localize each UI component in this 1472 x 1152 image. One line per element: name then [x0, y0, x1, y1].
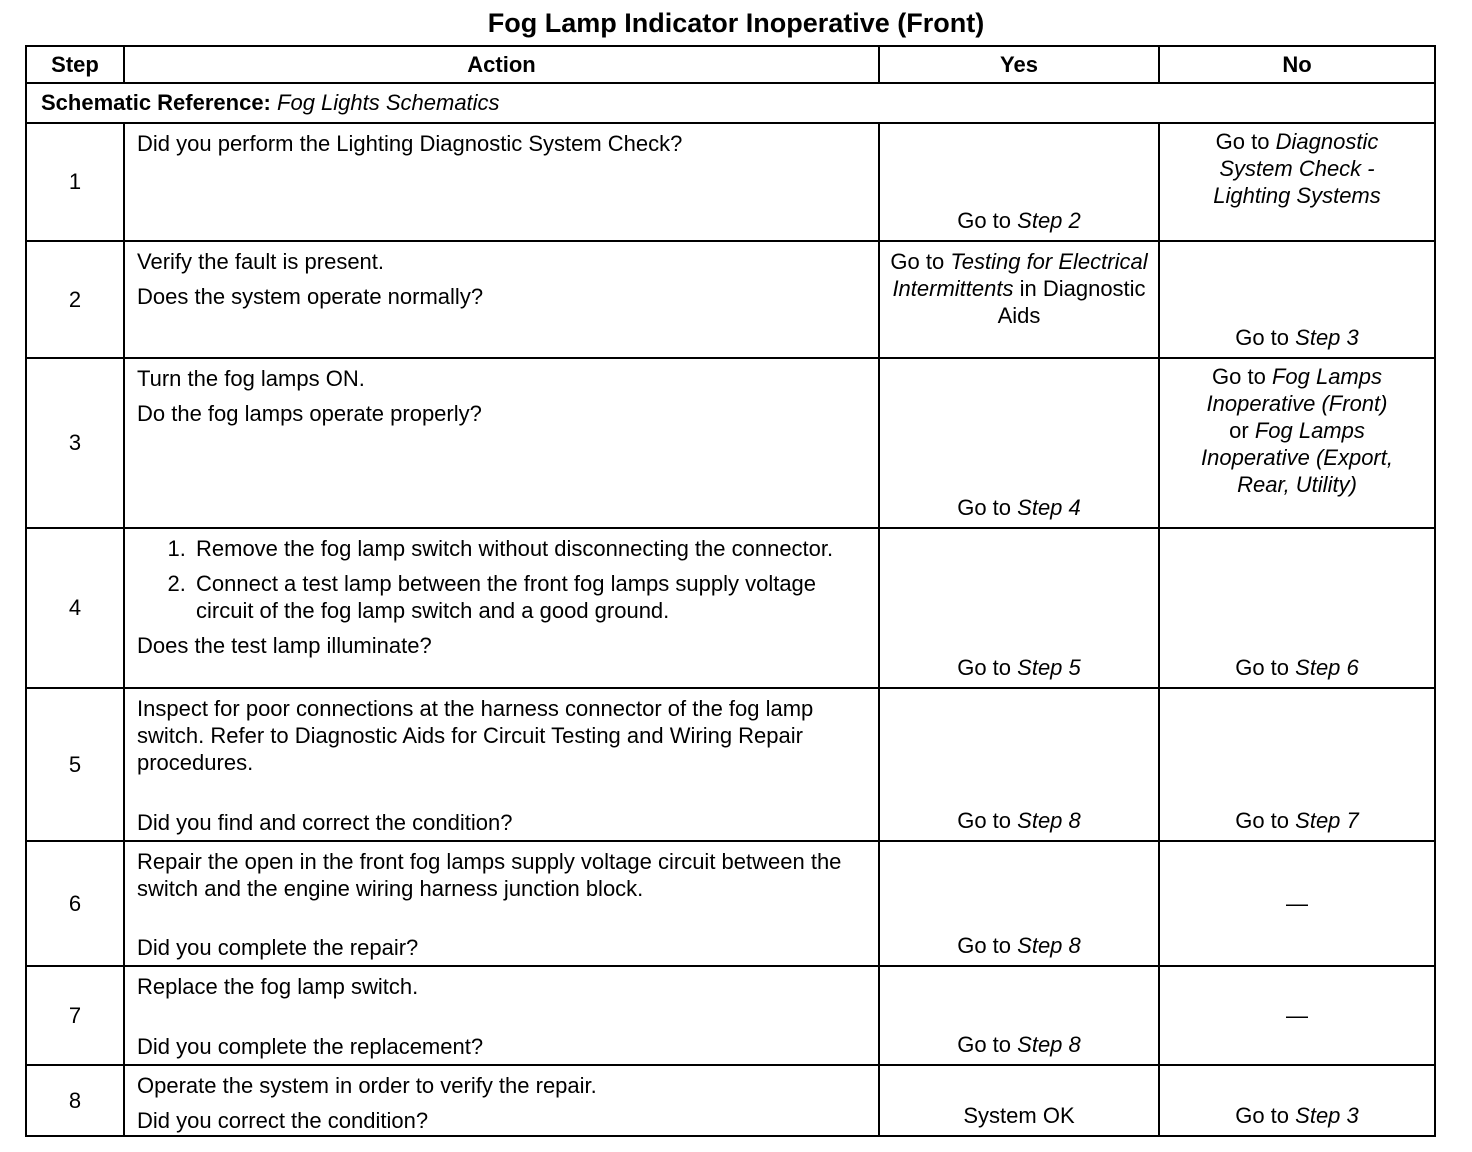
- no-cell: [1159, 1065, 1435, 1136]
- step-number: 8: [26, 1065, 124, 1136]
- step-number: 7: [26, 966, 124, 1065]
- step-number: 4: [26, 528, 124, 688]
- action-text: Repair the open in the front fog lamps supply voltage circuit between the switch and the engine wiring harness junction block.: [137, 849, 842, 901]
- no-link[interactable]: Step 6: [1295, 655, 1359, 680]
- go-to-label: Go to: [1215, 129, 1270, 154]
- action-cell: [124, 966, 879, 1065]
- or-label: or: [1229, 418, 1249, 443]
- no-cell: [1159, 841, 1435, 966]
- action-cell: [124, 841, 879, 966]
- action-question: Did you complete the replacement?: [137, 1034, 484, 1059]
- table-row: [26, 1065, 1435, 1136]
- yes-cell: [879, 528, 1159, 688]
- yes-link[interactable]: Step 5: [1017, 655, 1081, 680]
- step-number: 2: [26, 241, 124, 358]
- no-cell: [1159, 688, 1435, 841]
- yes-link[interactable]: Testing for Electrical Intermittents: [892, 249, 1148, 301]
- action-text: Did you perform the Lighting Diagnostic System Check?: [137, 131, 683, 156]
- yes-cell: [879, 358, 1159, 528]
- no-cell: [1159, 966, 1435, 1065]
- go-to-label: Go to: [890, 249, 945, 274]
- action-question: Did you complete the repair?: [137, 935, 419, 960]
- yes-cell: [879, 966, 1159, 1065]
- go-to-label: Go to: [957, 1032, 1012, 1057]
- yes-cell: [879, 841, 1159, 966]
- yes-link[interactable]: Step 8: [1017, 933, 1081, 958]
- go-to-label: Go to: [1235, 655, 1290, 680]
- action-text: Replace the fog lamp switch.: [137, 974, 419, 999]
- yes-cell: [879, 1065, 1159, 1136]
- yes-cell: [879, 123, 1159, 241]
- table-row: [26, 123, 1435, 241]
- action-text: Inspect for poor connections at the harness connector of the fog lamp switch. Refer to Diagnostic Aids for Circuit Testing and Wiring Repair procedures.: [137, 696, 814, 775]
- no-cell: [1159, 123, 1435, 241]
- no-link[interactable]: Fog Lamps Inoperative (Export, Rear, Utility): [1201, 418, 1393, 497]
- go-to-label: Go to: [957, 655, 1012, 680]
- diagnostic-table: [25, 45, 1436, 1137]
- no-link[interactable]: Step 3: [1295, 325, 1359, 350]
- yes-suffix: in Diagnostic Aids: [997, 276, 1146, 328]
- action-cell: [124, 1065, 879, 1136]
- schematic-reference: [26, 83, 1435, 123]
- no-link[interactable]: Step 7: [1295, 808, 1359, 833]
- action-steps-list: [137, 535, 868, 624]
- table-row: [26, 966, 1435, 1065]
- yes-link[interactable]: Step 8: [1017, 1032, 1081, 1057]
- list-item: 2. Connect a test lamp between the front fog lamps supply voltage circuit of the fog lamp switch and a good ground.: [192, 570, 868, 624]
- action-question: Did you find and correct the condition?: [137, 810, 513, 835]
- step-number: 1: [26, 123, 124, 241]
- step-number: 3: [26, 358, 124, 528]
- action-question: Does the system operate normally?: [137, 284, 484, 309]
- action-question: Do the fog lamps operate properly?: [137, 401, 482, 426]
- header-yes: Yes: [879, 46, 1159, 83]
- go-to-label: Go to: [957, 808, 1012, 833]
- yes-link[interactable]: Step 4: [1017, 495, 1081, 520]
- header-no: No: [1159, 46, 1435, 83]
- table-row: [26, 528, 1435, 688]
- go-to-label: Go to: [957, 933, 1012, 958]
- go-to-label: Go to: [1235, 325, 1290, 350]
- no-dash: —: [1286, 890, 1308, 916]
- no-link[interactable]: Diagnostic System Check - Lighting Systems: [1213, 129, 1381, 208]
- step-number: 6: [26, 841, 124, 966]
- go-to-label: Go to: [1212, 364, 1266, 389]
- action-question: Did you correct the condition?: [137, 1108, 429, 1133]
- no-cell: [1159, 358, 1435, 528]
- go-to-label: Go to: [957, 208, 1012, 233]
- header-row: [26, 46, 1435, 83]
- yes-cell: [879, 241, 1159, 358]
- header-action: Action: [124, 46, 879, 83]
- page-title: Fog Lamp Indicator Inoperative (Front): [487, 8, 985, 38]
- action-cell: [124, 241, 879, 358]
- list-item: 1. Remove the fog lamp switch without disconnecting the connector.: [192, 535, 868, 562]
- schematic-row: [26, 83, 1435, 123]
- table-row: [26, 841, 1435, 966]
- action-question: Does the test lamp illuminate?: [137, 633, 432, 658]
- schematic-link[interactable]: Fog Lights Schematics: [277, 90, 500, 115]
- header-step: Step: [26, 46, 124, 83]
- yes-link[interactable]: Step 8: [1017, 808, 1081, 833]
- action-cell: [124, 358, 879, 528]
- schematic-label: Schematic Reference:: [41, 90, 271, 115]
- action-text: Turn the fog lamps ON.: [137, 366, 365, 391]
- no-dash: —: [1286, 1002, 1308, 1028]
- action-cell: [124, 123, 879, 241]
- action-text: Verify the fault is present.: [137, 249, 385, 274]
- action-text: Operate the system in order to verify the repair.: [137, 1073, 597, 1098]
- table-row: [26, 358, 1435, 528]
- yes-result: System OK: [963, 1103, 1075, 1128]
- no-link[interactable]: Step 3: [1295, 1103, 1359, 1128]
- table-row: [26, 241, 1435, 358]
- yes-link[interactable]: Step 2: [1017, 208, 1081, 233]
- no-cell: [1159, 528, 1435, 688]
- action-cell: [124, 688, 879, 841]
- go-to-label: Go to: [1235, 808, 1290, 833]
- yes-cell: [879, 688, 1159, 841]
- no-cell: [1159, 241, 1435, 358]
- no-link[interactable]: Fog Lamps Inoperative (Front): [1206, 364, 1388, 416]
- go-to-label: Go to: [957, 495, 1012, 520]
- table-row: [26, 688, 1435, 841]
- step-number: 5: [26, 688, 124, 841]
- action-cell: [124, 528, 879, 688]
- go-to-label: Go to: [1235, 1103, 1290, 1128]
